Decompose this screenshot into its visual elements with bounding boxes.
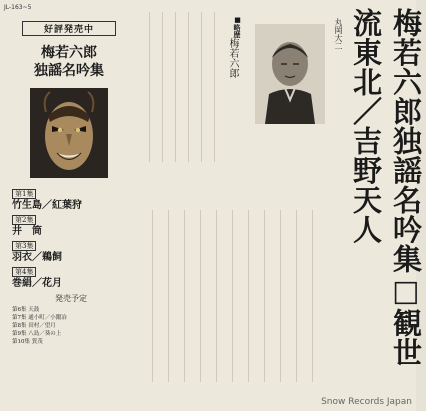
volume-number: 第4集 bbox=[12, 267, 36, 277]
commentary-author: 丸岡大二 bbox=[334, 18, 343, 50]
series-title bbox=[8, 44, 130, 80]
performer-portrait bbox=[255, 24, 325, 124]
volume-number: 第3集 bbox=[12, 241, 36, 251]
volume-item bbox=[12, 241, 130, 264]
series-title-line-2: 独謡名吟集 bbox=[34, 63, 104, 79]
volume-number: 第1集 bbox=[12, 189, 36, 199]
noh-mask-photo bbox=[30, 88, 108, 178]
volume-number: 第2集 bbox=[12, 215, 36, 225]
liner-notes-top bbox=[140, 12, 224, 162]
volume-title: 竹生島／紅葉狩 bbox=[12, 200, 82, 211]
album-title: 梅若六郎独謡名吟集□観世流東北／吉野天人 bbox=[349, 8, 423, 367]
volume-title: 井 筒 bbox=[12, 226, 42, 237]
performer-heading: ■略歴 bbox=[233, 15, 242, 38]
upcoming-list bbox=[12, 306, 130, 346]
volume-item bbox=[12, 267, 130, 290]
catalog-number: JL-163~5 bbox=[4, 4, 32, 11]
list-item: 第9集 八島／葵の上 bbox=[12, 331, 62, 337]
upcoming-heading: 発売予定 bbox=[55, 294, 87, 303]
series-title-line-1: 梅若六郎 bbox=[41, 45, 97, 61]
sleeve-footer bbox=[0, 392, 416, 411]
list-item: 第6集 天鼓 bbox=[12, 307, 40, 313]
list-item: 第10集 賀茂 bbox=[12, 339, 43, 345]
volume-title: 巻絹／花月 bbox=[12, 278, 62, 289]
now-on-sale-badge: 好評発売中 bbox=[22, 21, 116, 36]
list-item: 第7集 通小町／小鍛冶 bbox=[12, 315, 67, 321]
volume-item bbox=[12, 215, 130, 238]
liner-notes-bottom bbox=[140, 210, 325, 382]
performer-name: 梅若六郎 bbox=[227, 38, 238, 78]
volume-title: 羽衣／鵜飼 bbox=[12, 252, 62, 263]
list-item: 第8集 田村／望月 bbox=[12, 323, 56, 329]
noh-mask-illustration bbox=[30, 88, 108, 178]
shop-watermark: Snow Records Japan bbox=[321, 397, 412, 407]
series-panel bbox=[8, 18, 130, 390]
portrait-illustration bbox=[255, 24, 325, 124]
volume-item bbox=[12, 189, 130, 212]
volume-list bbox=[12, 186, 130, 346]
